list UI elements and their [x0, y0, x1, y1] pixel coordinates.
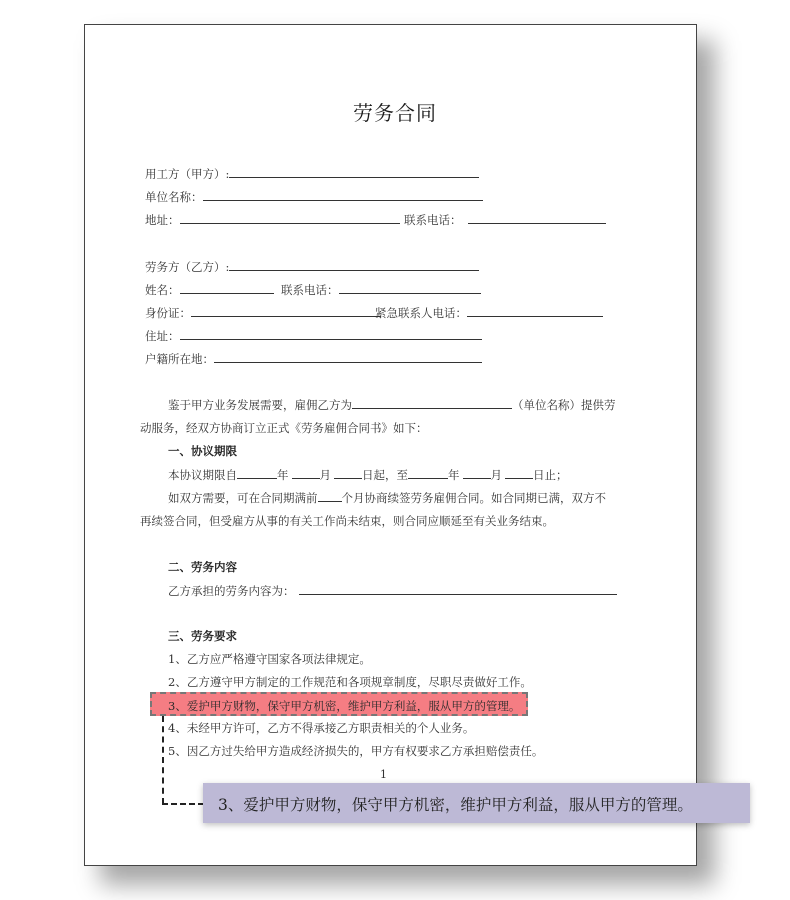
year-label-2: 年 — [448, 468, 460, 482]
hukou-label: 户籍所在地： — [145, 352, 214, 366]
renewal-line — [168, 490, 606, 505]
unit-name-blank — [203, 189, 483, 201]
emergency-blank — [467, 305, 603, 317]
unit-name-label: 单位名称： — [145, 190, 203, 204]
callout-connector-vertical — [162, 716, 164, 804]
section-1-title: 一、协议期限 — [168, 444, 237, 458]
renewal-line-2: 再续签合同，但受雇方从事的有关工作尚未结束，则合同应顺延至有关业务结束。 — [140, 514, 554, 528]
employer-field — [145, 166, 479, 181]
name-blank — [180, 282, 274, 294]
id-label: 身份证： — [145, 306, 191, 320]
intro-line-1 — [168, 397, 616, 412]
id-blank — [191, 305, 381, 317]
term-line — [168, 467, 568, 482]
intro-text-b: （单位名称）提供劳 — [512, 398, 616, 412]
service-content-label: 乙方承担的劳务内容为： — [168, 584, 295, 598]
service-content-blank — [299, 583, 617, 595]
year-label: 年 — [277, 468, 289, 482]
worker-blank — [229, 259, 479, 271]
employer-blank — [229, 166, 479, 178]
residence-field — [145, 328, 482, 343]
contact-phone-label: 联系电话： — [404, 213, 462, 227]
section-2-title: 二、劳务内容 — [168, 560, 237, 574]
term-from-label: 本协议期限自 — [168, 468, 237, 482]
worker-contact-blank — [339, 282, 481, 294]
intro-text-a: 鉴于甲方业务发展需要，雇佣乙方为 — [168, 398, 352, 412]
renewal-text-b: 个月协商续签劳务雇佣合同。如合同期已满，双方不 — [341, 491, 606, 505]
start-month-blank — [292, 467, 320, 479]
worker-contact-field — [281, 282, 481, 297]
worker-contact-label: 联系电话： — [281, 283, 339, 297]
requirement-1: 1、乙方应严格遵守国家各项法律规定。 — [168, 652, 371, 666]
months-blank — [318, 490, 342, 502]
address-label: 地址： — [145, 213, 180, 227]
hukou-blank — [214, 351, 482, 363]
end-day-blank — [505, 467, 533, 479]
requirement-5: 5、因乙方过失给甲方造成经济损失的，甲方有权要求乙方承担赔偿责任。 — [168, 744, 544, 758]
start-day-blank — [334, 467, 362, 479]
name-label: 姓名： — [145, 283, 180, 297]
month-label: 月 — [319, 468, 331, 482]
address-field — [145, 212, 400, 227]
employer-label: 用工方（甲方）: — [145, 167, 230, 181]
contact-phone-field — [404, 212, 606, 227]
requirement-4: 4、未经甲方许可，乙方不得承接乙方职责相关的个人业务。 — [168, 721, 475, 735]
page-number: 1 — [380, 768, 387, 781]
unit-blank — [352, 397, 512, 409]
callout-text: 3、爱护甲方财物，保守甲方机密，维护甲方利益，服从甲方的管理。 — [218, 796, 693, 814]
residence-label: 住址： — [145, 329, 180, 343]
hukou-field — [145, 351, 482, 366]
emergency-field — [375, 305, 603, 320]
worker-label: 劳务方（乙方）: — [145, 260, 230, 274]
day-from-label: 日起，至 — [362, 468, 408, 482]
end-year-blank — [408, 467, 448, 479]
month-label-2: 月 — [490, 468, 502, 482]
document-title: 劳务合同 — [353, 101, 437, 125]
callout-connector-horizontal — [162, 803, 204, 805]
address-blank — [180, 212, 400, 224]
name-field — [145, 282, 274, 297]
end-month-blank — [463, 467, 491, 479]
worker-field — [145, 259, 479, 274]
service-content-field — [168, 583, 617, 598]
residence-blank — [180, 328, 482, 340]
id-field — [145, 305, 381, 320]
section-3-title: 三、劳务要求 — [168, 629, 237, 643]
unit-name-field — [145, 189, 483, 204]
day-end-label: 日止； — [533, 468, 568, 482]
intro-line-2: 动服务，经双方协商订立正式《劳务雇佣合同书》如下： — [140, 421, 428, 435]
contact-phone-blank — [468, 212, 606, 224]
emergency-label: 紧急联系人电话： — [375, 306, 467, 320]
start-year-blank — [237, 467, 277, 479]
requirement-2: 2、乙方遵守甲方制定的工作规范和各项规章制度，尽职尽责做好工作。 — [168, 675, 532, 689]
requirement-3: 3、爱护甲方财物，保守甲方机密，维护甲方利益，服从甲方的管理。 — [168, 699, 521, 713]
renewal-text-a: 如双方需要，可在合同期满前 — [168, 491, 318, 505]
